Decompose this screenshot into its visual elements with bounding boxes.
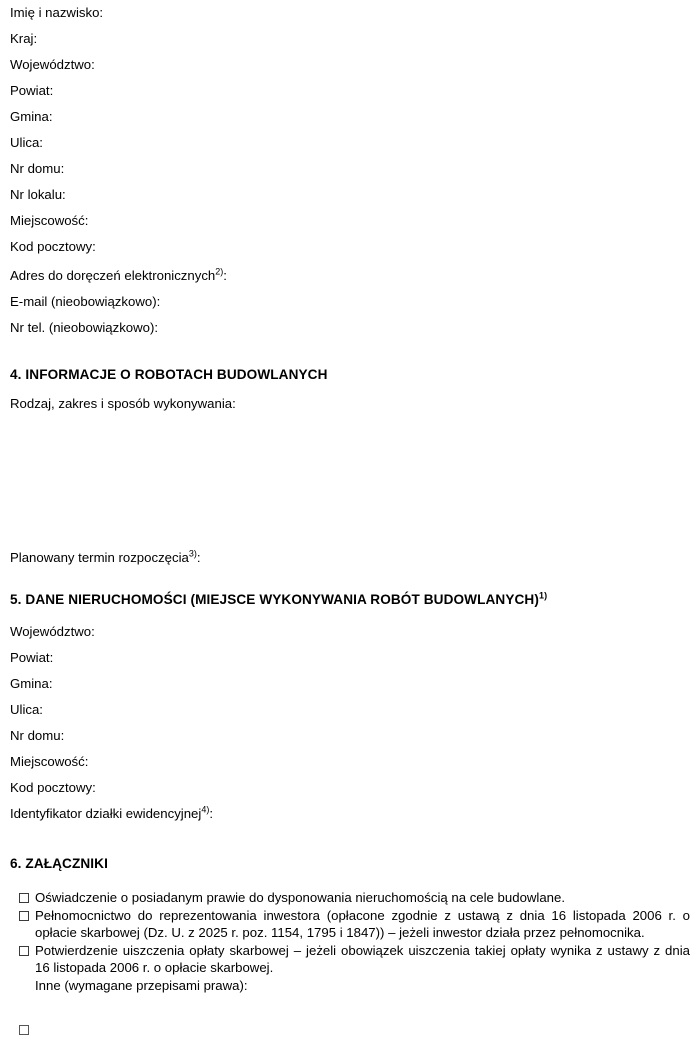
footnote-ref: 4): [201, 804, 210, 815]
field-row: [10, 31, 103, 47]
field-label: E-mail (nieobowiązkowo):: [10, 294, 161, 309]
field-row-email: [10, 294, 227, 310]
attachment-other-checkbox-row[interactable]: [10, 1022, 690, 1036]
field-row: [10, 83, 103, 99]
applicant-fields-group: [10, 5, 103, 265]
field-row: [10, 161, 103, 177]
field-label: Kraj:: [10, 31, 38, 46]
field-label: Miejscowość:: [10, 754, 89, 769]
works-scope-writing-area[interactable]: [10, 416, 690, 566]
field-label: Gmina:: [10, 676, 53, 691]
parcel-id-suffix: :: [209, 806, 214, 821]
checkbox-icon[interactable]: [19, 1025, 29, 1035]
start-date-label: Planowany termin rozpoczęcia: [10, 550, 189, 565]
section-heading-text: 4. INFORMACJE O ROBOTACH BUDOWLANYCH: [10, 367, 328, 382]
footnote-ref: 3): [188, 548, 197, 559]
field-label: Kod pocztowy:: [10, 239, 96, 254]
field-row: [10, 5, 103, 21]
field-label: Województwo:: [10, 624, 95, 639]
field-row: [10, 676, 213, 692]
field-label-suffix: :: [223, 268, 227, 283]
field-label: Województwo:: [10, 57, 95, 72]
field-row: [10, 213, 103, 229]
field-row: [10, 624, 213, 640]
field-label: Adres do doręczeń elektronicznych: [10, 268, 216, 283]
field-label: Nr lokalu:: [10, 187, 66, 202]
field-row: [10, 239, 103, 255]
field-label: Kod pocztowy:: [10, 780, 96, 795]
field-row: [10, 109, 103, 125]
applicant-contact-group: [10, 268, 227, 346]
property-fields-group: [10, 624, 213, 832]
field-row: [10, 57, 103, 73]
attachment-item[interactable]: [10, 889, 690, 907]
field-row: [10, 780, 213, 796]
section-heading-text-wrap: [10, 591, 547, 608]
field-row: [10, 754, 213, 770]
field-label: Nr tel. (nieobowiązkowo):: [10, 320, 159, 335]
start-date-label-wrap: [10, 550, 201, 566]
checkbox-icon[interactable]: [19, 911, 29, 921]
attachment-other-label: Inne (wymagane przepisami prawa):: [35, 977, 248, 993]
checkbox-icon[interactable]: [19, 893, 29, 903]
attachment-item-label: Pełnomocnictwo do reprezentowania inwestora (opłacone zgodnie z ustawą z dnia 16 listopada 2006 r. o opłacie skarbowej (Dz. U. z 2025 r. poz. 1154, 1795 i 1847)) – jeżeli inwestor działa przez pełnomocnika.: [35, 907, 690, 940]
section-heading-text: 6. ZAŁĄCZNIKI: [10, 856, 108, 871]
section-5-heading: [10, 591, 547, 608]
parcel-id-label: Identyfikator działki ewidencyjnej: [10, 806, 202, 821]
field-row-phone: [10, 320, 227, 336]
field-label: Nr domu:: [10, 161, 65, 176]
field-row: [10, 650, 213, 666]
field-label: Nr domu:: [10, 728, 65, 743]
start-date-row: [10, 550, 201, 566]
field-label: Miejscowość:: [10, 213, 89, 228]
field-row: [10, 187, 103, 203]
attachment-item-label: Oświadczenie o posiadanym prawie do dysponowania nieruchomością na cele budowlane.: [35, 890, 566, 905]
section-heading-text: 5. DANE NIERUCHOMOŚCI (MIEJSCE WYKONYWANIA ROBÓT BUDOWLANYCH): [10, 592, 539, 607]
works-scope-label: Rodzaj, zakres i sposób wykonywania:: [10, 396, 236, 411]
works-scope-label-row: [10, 396, 236, 412]
field-row: [10, 702, 213, 718]
section-4-heading: [10, 366, 328, 383]
field-label: Ulica:: [10, 702, 43, 717]
section-6-heading: [10, 855, 108, 872]
attachment-other-row[interactable]: [10, 1022, 690, 1036]
field-label: Gmina:: [10, 109, 53, 124]
field-label: Imię i nazwisko:: [10, 5, 104, 20]
attachments-list: [10, 889, 690, 994]
field-row: [10, 728, 213, 744]
field-label: Powiat:: [10, 650, 54, 665]
attachment-item-label: Potwierdzenie uiszczenia opłaty skarbowej – jeżeli obowiązek uiszczenia takiej opłaty wynika z ustawy z dnia 16 listopada 2006 r. o opłacie skarbowej.: [35, 942, 690, 975]
start-date-suffix: :: [196, 550, 201, 565]
footnote-ref: 1): [538, 590, 548, 601]
field-row-parcel-id: [10, 806, 213, 822]
field-label: Ulica:: [10, 135, 43, 150]
footnote-ref: 2): [215, 266, 224, 277]
field-row-edelivery: [10, 268, 227, 284]
field-row: [10, 135, 103, 151]
attachment-item[interactable]: [10, 907, 690, 942]
checkbox-icon[interactable]: [19, 946, 29, 956]
attachment-item[interactable]: [10, 942, 690, 977]
field-label: Powiat:: [10, 83, 54, 98]
